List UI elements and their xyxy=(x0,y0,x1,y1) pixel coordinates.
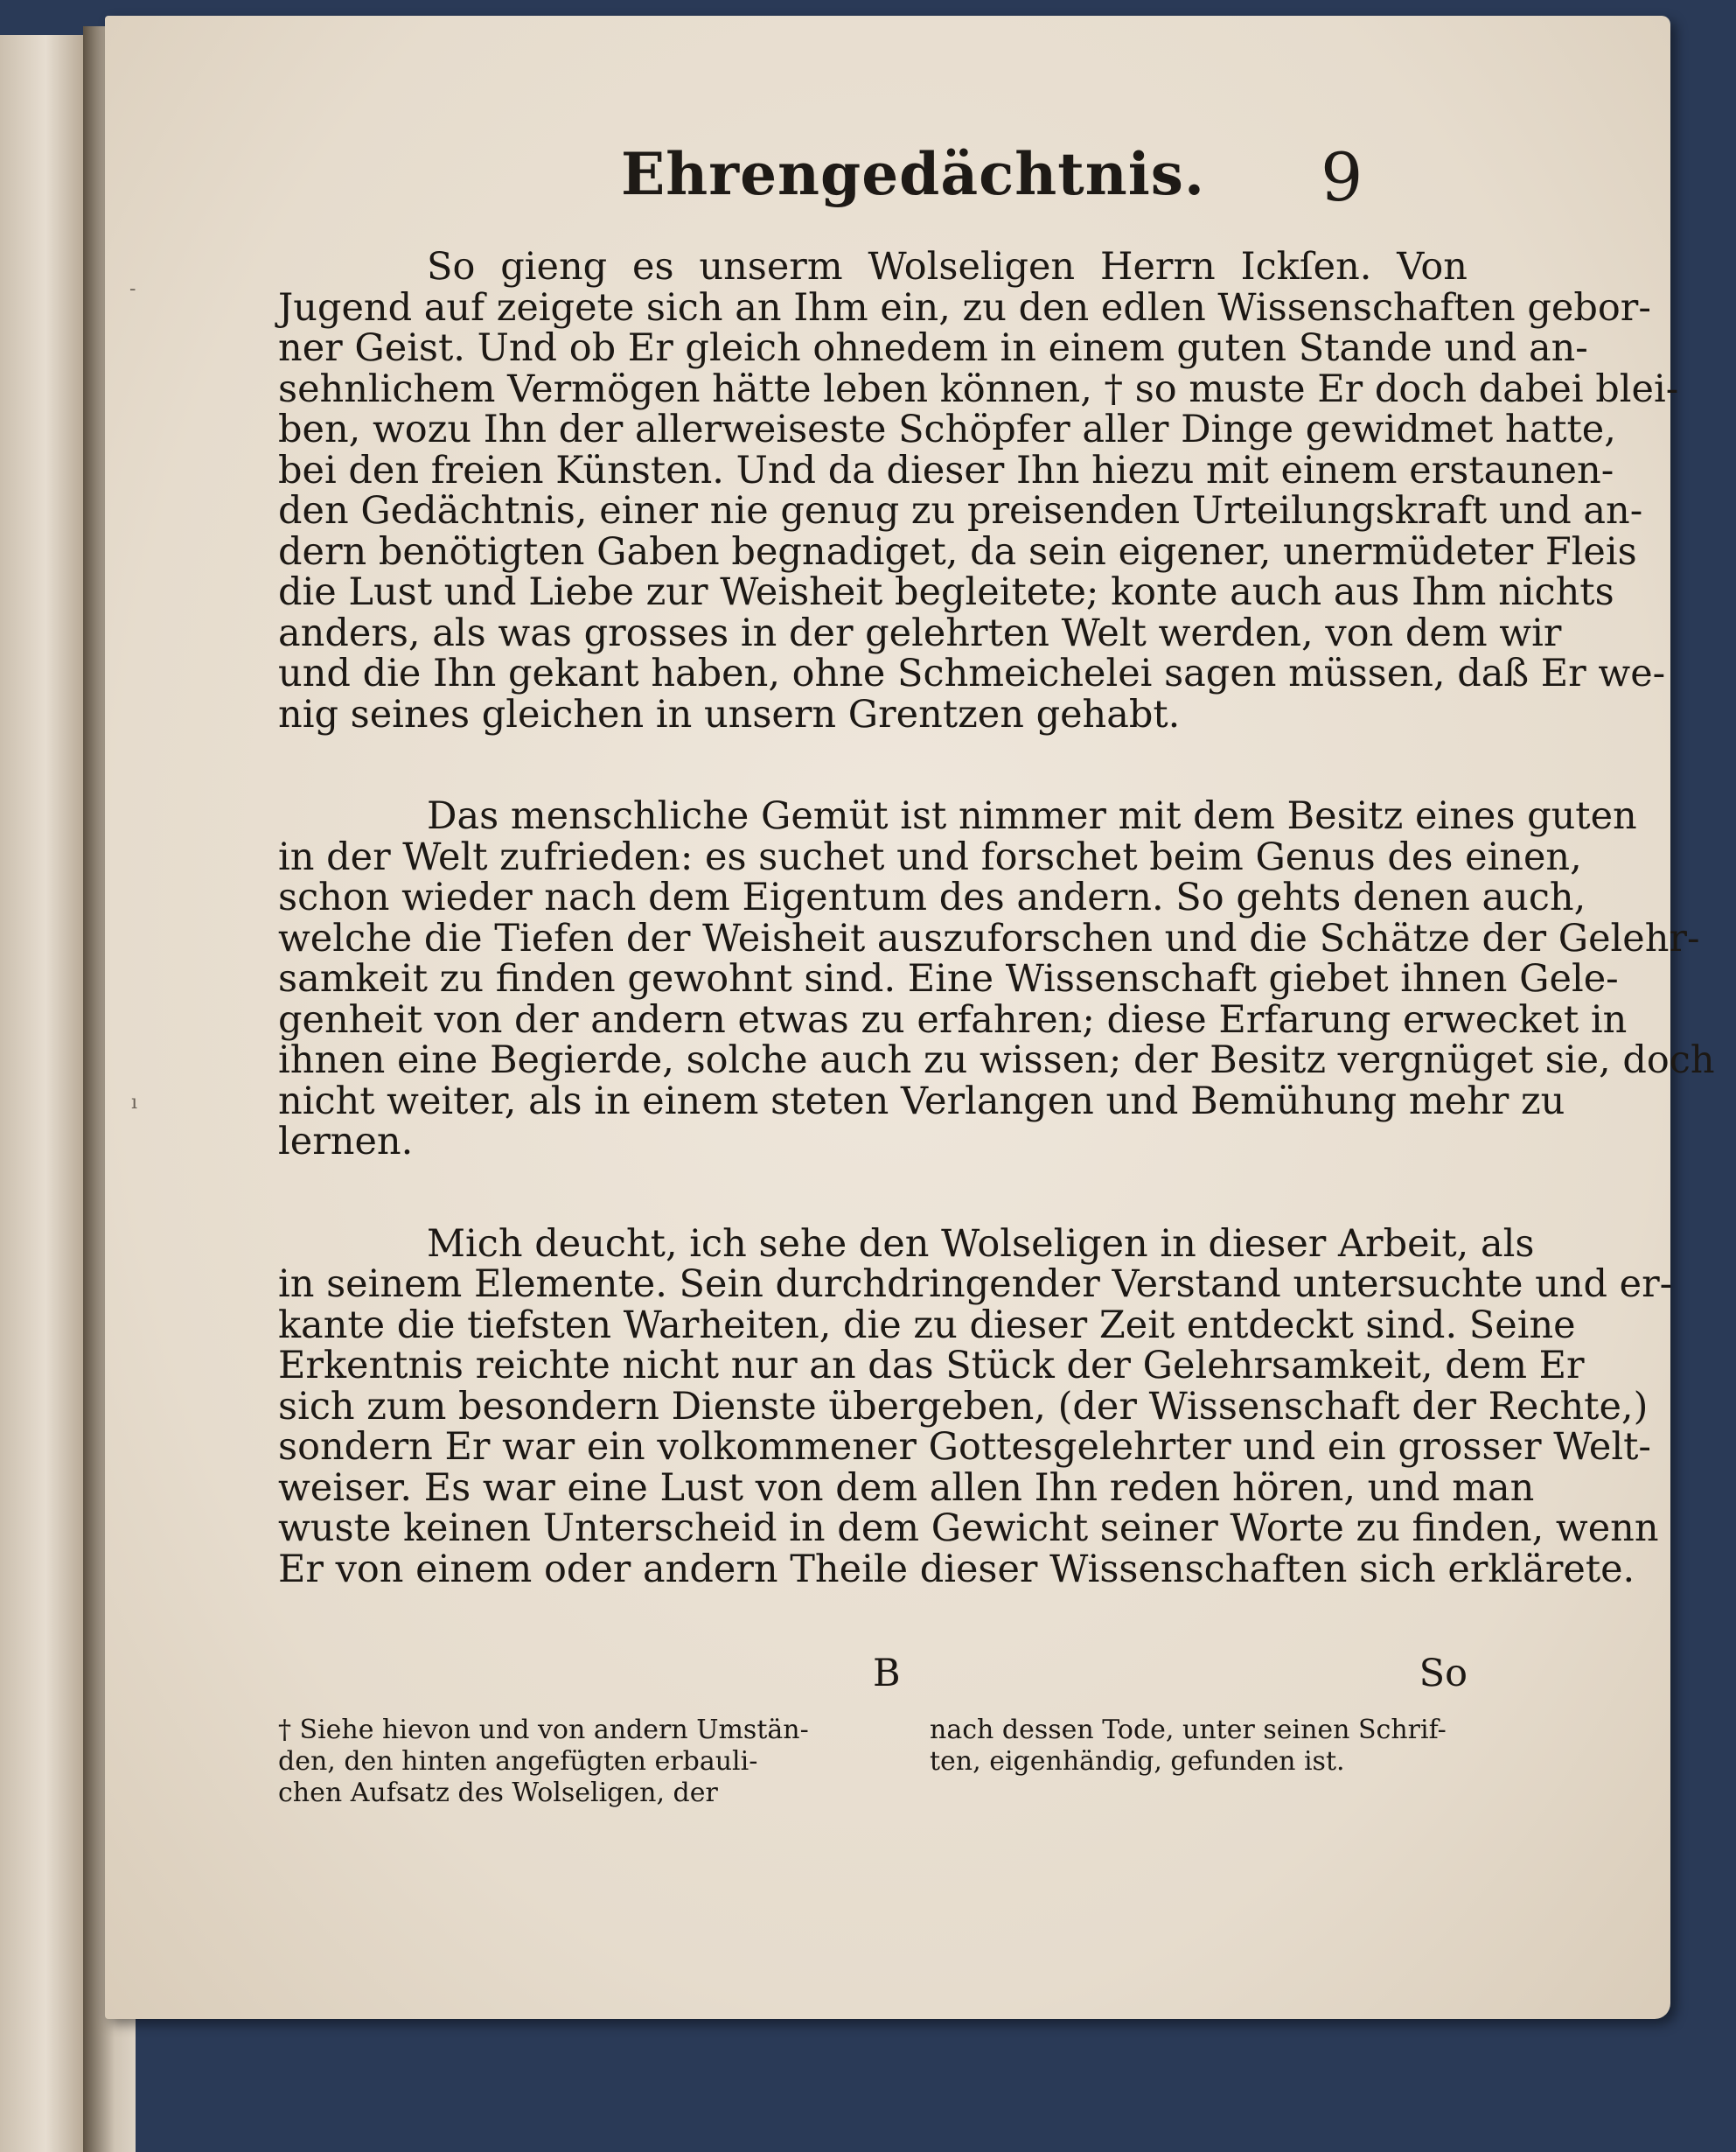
footnote-column-right xyxy=(930,1715,1447,1778)
text-line: Erkentnis reichte nicht nur an das Stück der Gelehrsamkeit, dem Er xyxy=(278,1344,1585,1387)
text-line: Er von einem oder andern Theile dieser Wissenschaften sich erklärete. xyxy=(278,1547,1635,1591)
footnote-line: nach dessen Tode, unter seinen Schrif- xyxy=(930,1715,1447,1745)
footnote-line: chen Aufsatz des Wolseligen, der xyxy=(278,1778,718,1808)
text-line: nig seines gleichen in unsern Grentzen gehabt. xyxy=(278,692,1181,737)
margin-speck: ı xyxy=(131,1092,138,1114)
text-line: ben, wozu Ihn der allerweiseste Schöpfer aller Dinge gewidmet hatte, xyxy=(278,408,1616,451)
text-line: nicht weiter, als in einem steten Verlangen und Bemühung mehr zu xyxy=(278,1079,1565,1123)
signature-line xyxy=(278,1652,1468,1695)
text-line: schon wieder nach dem Eigentum des andern. So gehts denen auch, xyxy=(278,876,1586,919)
text-line: Jugend auf zeigete sich an Ihm ein, zu den edlen Wissenschaften gebor- xyxy=(278,285,1651,330)
text-line: ner Geist. Und ob Er gleich ohnedem in einem guten Stande und an- xyxy=(278,326,1588,370)
catchword: So xyxy=(1419,1652,1468,1695)
text-line: die Lust und Liebe zur Weisheit begleitete; konte auch aus Ihm nichts xyxy=(278,570,1614,614)
page-header xyxy=(516,131,1391,227)
text-line: Das menschliche Gemüt ist nimmer mit dem Besitz eines guten xyxy=(427,794,1637,838)
left-page-edge xyxy=(0,35,83,2152)
text-line: dern benötigten Gaben begnadiget, da sein eigener, unermüdeter Fleis xyxy=(278,529,1637,574)
text-line: So gieng es unserm Wolseligen Herrn Ickſen. Von xyxy=(427,245,1468,289)
footnote-line: den, den hinten angefügten erbauli- xyxy=(278,1746,758,1777)
text-line: sondern Er war ein volkommener Gottesgelehrter und ein grosser Welt- xyxy=(278,1425,1651,1469)
footnote-line: ten, eigenhändig, gefunden ist. xyxy=(930,1746,1345,1777)
margin-speck: - xyxy=(129,278,136,300)
text-line: Mich deucht, ich sehe den Wolseligen in dieser Arbeit, als xyxy=(427,1221,1535,1266)
running-title: Ehrengedächtnis. xyxy=(621,140,1205,208)
page-body xyxy=(278,245,1715,1651)
text-line: wuste keinen Unterscheid in dem Gewicht seiner Worte zu finden, wenn xyxy=(278,1506,1659,1550)
paragraph-3 xyxy=(278,1221,1673,1591)
text-line: lernen. xyxy=(278,1120,414,1163)
footnote-line: † Siehe hievon und von andern Umstän- xyxy=(278,1715,809,1745)
text-line: anders, als was grosses in der gelehrten Welt werden, von dem wir xyxy=(278,611,1562,655)
text-line: weiser. Es war eine Lust von dem allen Ihn reden hören, und man xyxy=(278,1465,1535,1510)
text-line: kante die tiefsten Warheiten, die zu dieser Zeit entdeckt sind. Seine xyxy=(278,1303,1576,1347)
text-line: und die Ihn gekant haben, ohne Schmeichelei sagen müssen, daß Er we- xyxy=(278,652,1666,695)
text-line: den Gedächtnis, einer nie genug zu preisenden Urteilungskraft und an- xyxy=(278,489,1643,533)
text-line: samkeit zu finden gewohnt sind. Eine Wissenschaft giebet ihnen Gele- xyxy=(278,957,1619,1001)
text-line: welche die Tiefen der Weisheit auszuforschen und die Schätze der Gelehr- xyxy=(278,916,1700,961)
footnote-column-left xyxy=(278,1715,847,1809)
page-number: 9 xyxy=(1321,138,1363,216)
text-line: ihnen eine Begierde, solche auch zu wissen; der Besitz vergnüget sie, doch xyxy=(278,1038,1715,1082)
text-line: in der Welt zufrieden: es suchet und forschet beim Genus des einen, xyxy=(278,835,1582,879)
signature-mark: B xyxy=(873,1652,901,1695)
paragraph-1 xyxy=(278,245,1679,737)
text-line: sehnlichem Vermögen hätte leben können, † so muste Er doch dabei blei- xyxy=(278,367,1679,411)
text-line: bei den freien Künsten. Und da dieser Ihn hiezu mit einem erstaunen- xyxy=(278,448,1614,493)
text-line: genheit von der andern etwas zu erfahren; diese Erfarung erwecket in xyxy=(278,997,1628,1042)
text-line: in seinem Elemente. Sein durchdringender Verstand untersuchte und er- xyxy=(278,1262,1673,1306)
paragraph-2 xyxy=(278,794,1715,1163)
text-line: sich zum besondern Dienste übergeben, (der Wissenschaft der Rechte,) xyxy=(278,1384,1649,1429)
